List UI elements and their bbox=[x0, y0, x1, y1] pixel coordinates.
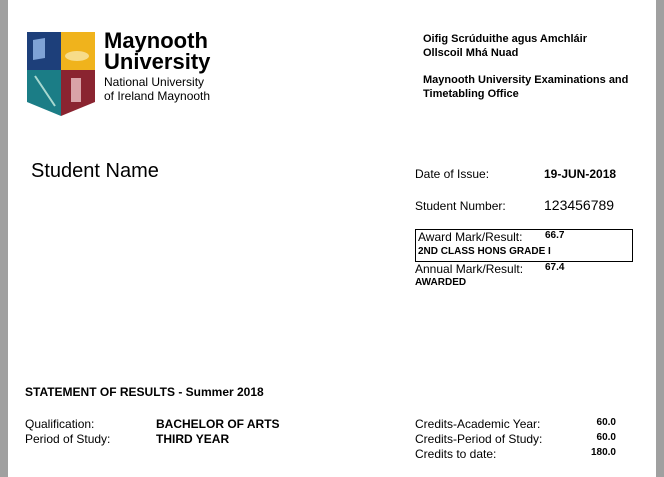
date-of-issue-label: Date of Issue: bbox=[415, 167, 490, 181]
annual-result: AWARDED bbox=[415, 277, 467, 288]
logo-text-ireland: of Ireland Maynooth bbox=[104, 89, 211, 103]
student-number-label: Student Number: bbox=[415, 199, 506, 213]
university-crest-logo bbox=[27, 32, 95, 116]
award-result: 2ND CLASS HONS GRADE I bbox=[418, 246, 551, 257]
qualification-value: BACHELOR OF ARTS bbox=[156, 417, 280, 431]
statement-title: STATEMENT OF RESULTS - Summer 2018 bbox=[25, 385, 264, 399]
office-irish-line2: Ollscoil Mhá Nuad bbox=[423, 47, 519, 59]
credits-period-value: 60.0 bbox=[596, 432, 616, 443]
credits-to-date-label: Credits to date: bbox=[415, 447, 497, 461]
logo-text-national: National University bbox=[104, 75, 205, 89]
annual-mark-value: 67.4 bbox=[545, 262, 565, 273]
award-mark-value: 66.7 bbox=[545, 230, 565, 241]
qualification-label: Qualification: bbox=[25, 417, 95, 431]
office-english-line2: Timetabling Office bbox=[423, 88, 519, 100]
period-value: THIRD YEAR bbox=[156, 432, 230, 446]
office-english-line1: Maynooth University Examinations and bbox=[423, 74, 629, 86]
credits-academic-year-value: 60.0 bbox=[596, 417, 616, 428]
student-number-value: 123456789 bbox=[544, 197, 615, 213]
logo-text-maynooth: Maynooth bbox=[104, 28, 208, 53]
date-of-issue-value: 19-JUN-2018 bbox=[544, 167, 617, 181]
logo-text-university: University bbox=[104, 49, 211, 74]
annual-mark-label: Annual Mark/Result: bbox=[415, 262, 524, 276]
period-label: Period of Study: bbox=[25, 432, 111, 446]
credits-academic-year-label: Credits-Academic Year: bbox=[415, 417, 541, 431]
credits-period-label: Credits-Period of Study: bbox=[415, 432, 543, 446]
office-irish-line1: Oifig Scrúduithe agus Amchláir bbox=[423, 33, 588, 45]
award-mark-label: Award Mark/Result: bbox=[418, 230, 523, 244]
student-name: Student Name bbox=[31, 160, 159, 182]
document-page bbox=[8, 0, 656, 477]
credits-to-date-value: 180.0 bbox=[590, 447, 616, 458]
